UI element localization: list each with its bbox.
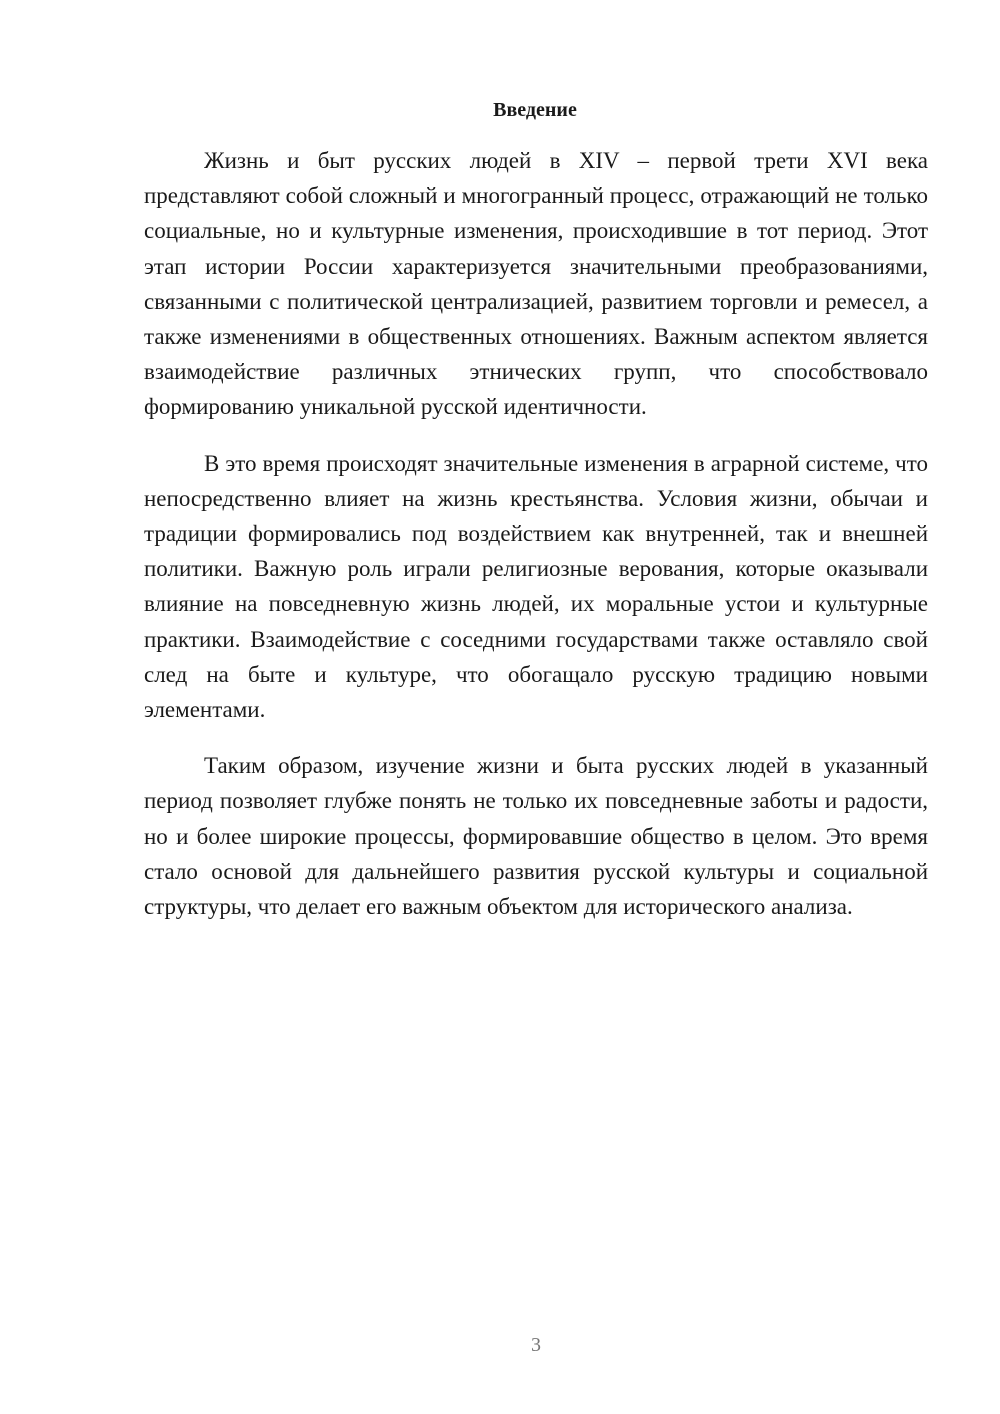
page-number: 3 [531, 1334, 541, 1356]
section-heading: Введение [493, 99, 577, 121]
paragraph-3: Таким образом, изучение жизни и быта русских людей в указанный период позволяет глубже понять не только их повседневные заботы и радости, но и более широкие процессы, формировавшие общество в целом. Это время стало основой для дальнейшего развития русской культуры и социальной структуры, что делает его важным объектом для исторического анализа. [144, 753, 928, 920]
paragraph-2: В это время происходят значительные изменения в аграрной системе, что непосредственно влияет на жизнь крестьянства. Условия жизни, обычаи и традиции формировались под воздействием как внутренней, так и внешней политики. Важную роль играли религиозные верования, которые оказывали влияние на повседневную жизнь людей, их моральные устои и культурные практики. Взаимодействие с соседними государствами также оставляло свой след на быте и культуре, что обогащало русскую традицию новыми элементами. [144, 450, 928, 723]
body-text [144, 143, 928, 945]
paragraph-1: Жизнь и быт русских людей в XIV – первой трети XVI века представляют собой сложный и многогранный процесс, отражающий не только социальные, но и культурные изменения, происходившие в тот период. Этот этап истории России характеризуется значительными преобразованиями, связанными с политической централизацией, развитием торговли и ремесел, а также изменениями в общественных отношениях. Важным аспектом является взаимодействие различных этнических групп, что способствовало формированию уникальной русской идентичности. [144, 148, 928, 420]
